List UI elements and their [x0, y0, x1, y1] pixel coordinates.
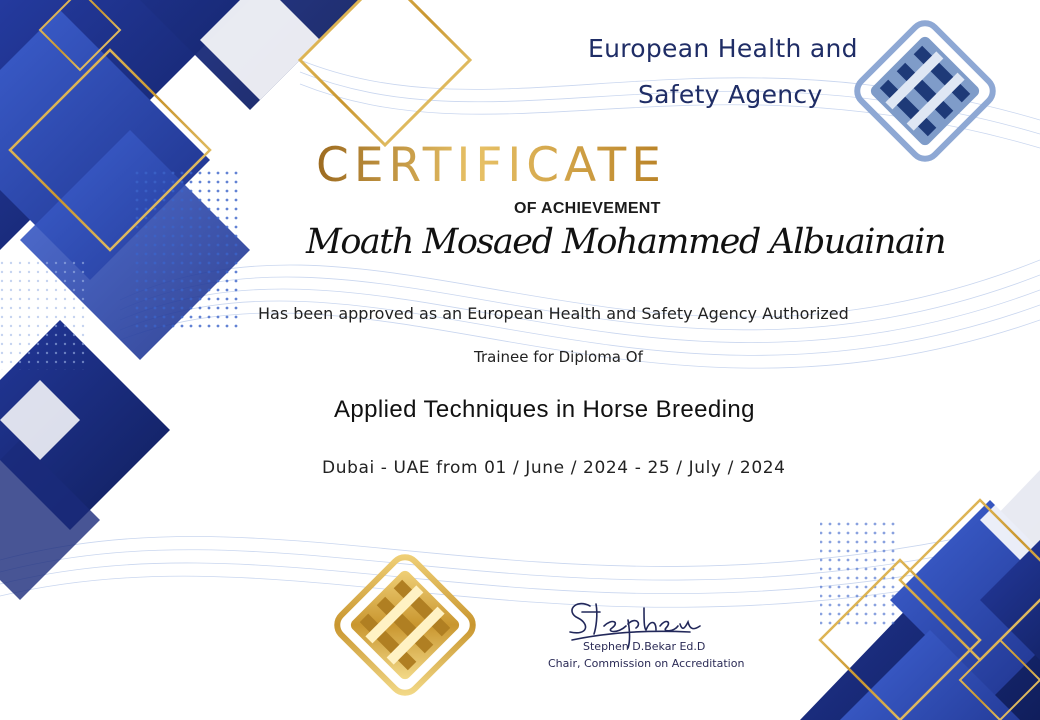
approval-statement-line1: Has been approved as an European Health and Safety Agency Authorized: [258, 304, 849, 323]
approval-statement-line2: Trainee for Diploma Of: [474, 348, 643, 366]
recipient-name: Moath Mosaed Mohammed Albuainain: [306, 222, 946, 262]
agency-name-line2: Safety Agency: [638, 80, 823, 109]
agency-logo-icon: [851, 17, 998, 164]
certificate-subtitle: OF ACHIEVEMENT: [514, 200, 661, 217]
top-left-geometric-decoration: [0, 0, 470, 600]
location-and-dates: Dubai - UAE from 01 / June / 2024 - 25 / July / 2024: [322, 458, 786, 478]
course-name: Applied Techniques in Horse Breeding: [334, 396, 755, 423]
gold-seal-icon: [331, 551, 478, 698]
bottom-right-geometric-decoration: [800, 460, 1040, 720]
agency-name-line1: European Health and: [588, 34, 858, 63]
signatory-name: Stephen D.Bekar Ed.D: [583, 640, 706, 653]
certificate-title: CERTIFICATE: [316, 138, 666, 193]
signatory-title: Chair, Commission on Accreditation: [548, 657, 745, 670]
